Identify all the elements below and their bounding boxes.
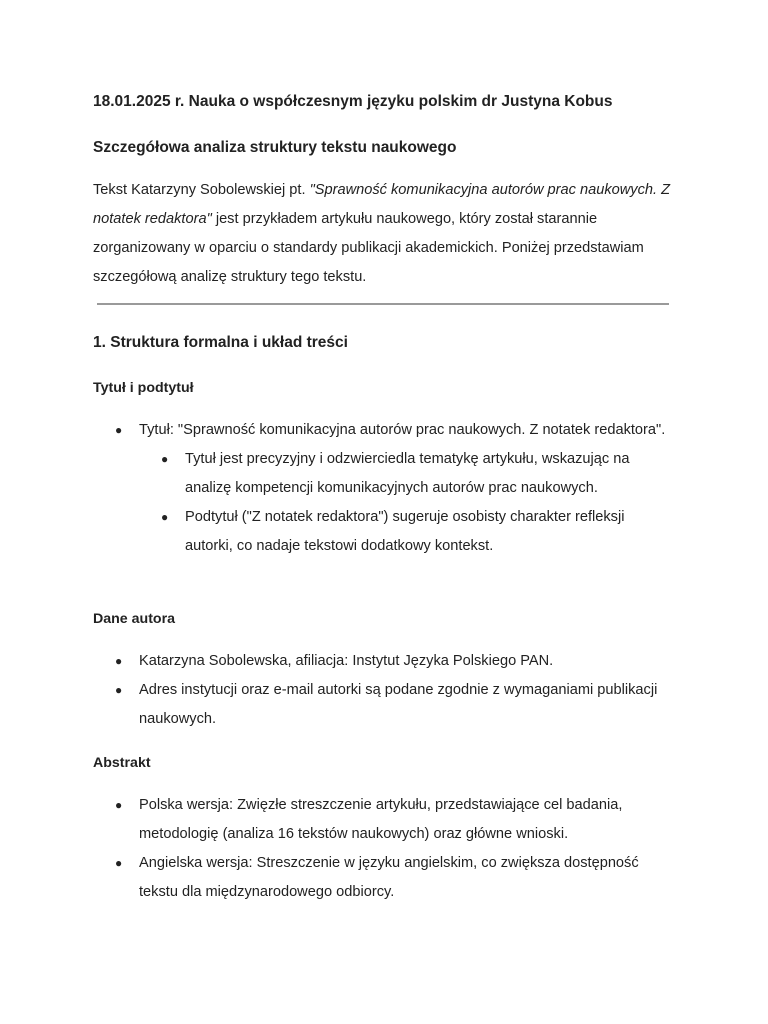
- list-item-text: Adres instytucji oraz e-mail autorki są podane zgodnie z wymaganiami publikacji naukowych.: [139, 682, 658, 727]
- intro-italic-title: "Sprawność komunikacyjna autorów prac naukowych. Z notatek redaktora": [93, 182, 671, 227]
- list-item: [139, 503, 673, 561]
- bullet-icon: ●: [161, 452, 169, 466]
- bullet-icon: ●: [115, 856, 123, 870]
- author-list: [93, 647, 673, 734]
- list-item-text: Angielska wersja: Streszczenie w języku angielskim, co zwiększa dostępność tekstu dla międzynarodowego odbiorcy.: [139, 855, 639, 900]
- list-item: [93, 676, 673, 734]
- list-item-text: Tytuł: "Sprawność komunikacyjna autorów prac naukowych. Z notatek redaktora".: [139, 422, 666, 438]
- bullet-icon: ●: [115, 683, 123, 697]
- abstract-subsection-heading: Abstrakt: [93, 755, 151, 771]
- list-item-text: Tytuł jest precyzyjny i odzwierciedla tematykę artykułu, wskazując na analizę kompetencji komunikacyjnych autorów prac naukowych.: [185, 451, 630, 496]
- document-title: 18.01.2025 r. Nauka o współczesnym języku polskim dr Justyna Kobus: [93, 93, 613, 110]
- author-subsection-heading: Dane autora: [93, 611, 175, 627]
- intro-paragraph: [93, 176, 673, 292]
- bullet-icon: ●: [161, 510, 169, 524]
- section-1-heading: 1. Struktura formalna i układ treści: [93, 334, 348, 351]
- title-subsection-heading: Tytuł i podtytuł: [93, 380, 194, 396]
- bullet-icon: ●: [115, 654, 123, 668]
- list-item: [93, 849, 673, 907]
- intro-text-start: Tekst Katarzyny Sobolewskiej pt.: [93, 182, 310, 198]
- bullet-icon: ●: [115, 423, 123, 437]
- horizontal-divider: [97, 303, 669, 305]
- title-list: [93, 416, 673, 561]
- bullet-icon: ●: [115, 798, 123, 812]
- list-item: [93, 416, 673, 561]
- list-item-text: Polska wersja: Zwięzłe streszczenie artykułu, przedstawiające cel badania, metodologię (analiza 16 tekstów naukowych) oraz główne wnioski.: [139, 797, 623, 842]
- list-item: [93, 791, 673, 849]
- list-item-text: Podtytuł ("Z notatek redaktora") sugeruje osobisty charakter refleksji autorki, co nadaje tekstowi dodatkowy kontekst.: [185, 509, 625, 554]
- abstract-list: [93, 791, 673, 907]
- list-item: [93, 647, 673, 676]
- list-item: [139, 445, 673, 503]
- title-sublist: [139, 445, 673, 561]
- intro-text-end: jest przykładem artykułu naukowego, który został starannie zorganizowany w oparciu o standardy publikacji akademickich. Poniżej przedstawiam szczegółową analizę struktury tego tekstu.: [93, 211, 644, 285]
- document-subtitle: Szczegółowa analiza struktury tekstu naukowego: [93, 139, 457, 156]
- list-item-text: Katarzyna Sobolewska, afiliacja: Instytut Języka Polskiego PAN.: [139, 653, 554, 669]
